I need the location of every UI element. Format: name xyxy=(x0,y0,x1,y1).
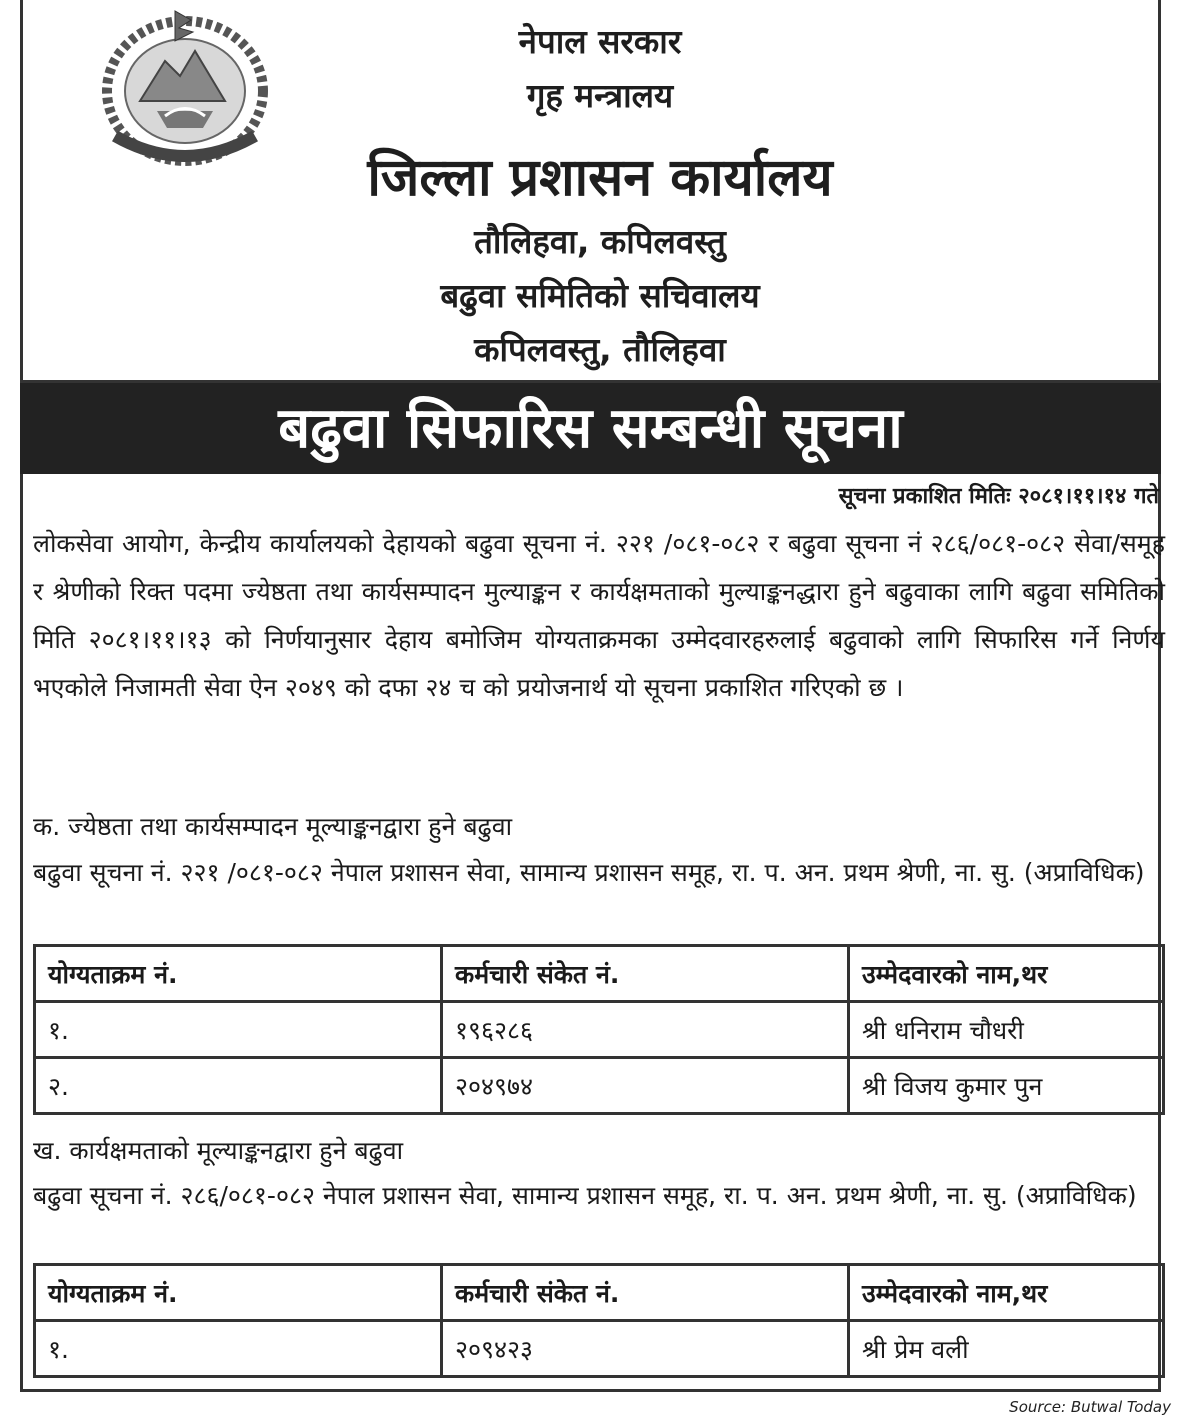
section-a-heading: क. ज्येष्ठता तथा कार्यसम्पादन मूल्याङ्कनद्वारा हुने बढुवा xyxy=(33,812,513,841)
table-row xyxy=(35,1321,1164,1377)
table-header-row xyxy=(35,1265,1164,1321)
section-a-notice: बढुवा सूचना नं. २२१ /०८१-०८२ नेपाल प्रशासन सेवा, सामान्य प्रशासन समूह, रा. प. अन. प्रथम श्रेणी, ना. सु. (अप्राविधिक) xyxy=(33,858,1145,887)
candidate-name-cell: श्री प्रेम वली xyxy=(849,1321,1164,1377)
section-b-notice: बढुवा सूचना नं. २८६/०८१-०८२ नेपाल प्रशासन सेवा, सामान्य प्रशासन समूह, रा. प. अन. प्रथम श्रेणी, ना. सु. (अप्राविधिक) xyxy=(33,1181,1137,1210)
column-header: उम्मेदवारको नाम,थर xyxy=(849,1265,1164,1321)
column-header: उम्मेदवारको नाम,थर xyxy=(849,946,1164,1002)
employee-code-cell: २०९४२३ xyxy=(442,1321,849,1377)
table-row xyxy=(35,1002,1164,1058)
notice-paragraph: लोकसेवा आयोग, केन्द्रीय कार्यालयको देहायको बढुवा सूचना नं. २२१ /०८१-०८२ र बढुवा सूचना नं २८६/०८१-०८२ सेवा/समूह र श्रेणीको रिक्त पदमा ज्येष्ठता तथा कार्यसम्पादन मुल्याङ्कन र कार्यक्षमताको मुल्याङ्कनद्धारा हुने बढुवाका लागि बढुवा समितिको मिति २०८१।११।१३ को निर्णयानुसार देहाय बमोजिम योग्यताक्रमका उम्मेदवारहरुलाई बढुवाको लागि सिफारिस गर्ने निर्णय भएकोले निजामती सेवा ऐन २०४९ को दफा २४ च को प्रयोजनार्थ यो सूचना प्रकाशित गरिएको छ । xyxy=(33,529,1165,702)
employee-code-cell: १९६२८६ xyxy=(442,1002,849,1058)
rank-cell: १. xyxy=(35,1321,442,1377)
column-header: कर्मचारी संकेत नं. xyxy=(442,946,849,1002)
column-header: कर्मचारी संकेत नं. xyxy=(442,1265,849,1321)
office-title: जिल्ला प्रशासन कार्यालय xyxy=(367,148,833,208)
source-credit: Source: Butwal Today xyxy=(1009,1398,1171,1416)
published-date: सूचना प्रकाशित मितिः २०८१।११।१४ गते xyxy=(838,484,1159,509)
table-row xyxy=(35,1058,1164,1114)
rank-cell: १. xyxy=(35,1002,442,1058)
section-b-heading: ख. कार्यक्षमताको मूल्याङ्कनद्वारा हुने बढुवा xyxy=(33,1136,404,1165)
secretariat-location: कपिलवस्तु, तौलिहवा xyxy=(474,330,726,369)
office-location: तौलिहवा, कपिलवस्तु xyxy=(474,222,726,261)
secretariat-title: बढुवा समितिको सचिवालय xyxy=(440,276,760,315)
ministry-title: गृह मन्त्रालय xyxy=(526,76,674,115)
column-header: योग्यताक्रम नं. xyxy=(35,946,442,1002)
table-header-row xyxy=(35,946,1164,1002)
column-header: योग्यताक्रम नं. xyxy=(35,1265,442,1321)
notice-banner: बढुवा सिफारिस सम्बन्धी सूचना xyxy=(20,383,1161,474)
section-b-table xyxy=(33,1263,1165,1378)
candidate-name-cell: श्री विजय कुमार पुन xyxy=(849,1058,1164,1114)
rank-cell: २. xyxy=(35,1058,442,1114)
candidate-name-cell: श्री धनिराम चौधरी xyxy=(849,1002,1164,1058)
section-a-table xyxy=(33,944,1165,1115)
employee-code-cell: २०४९७४ xyxy=(442,1058,849,1114)
government-title: नेपाल सरकार xyxy=(518,22,682,61)
